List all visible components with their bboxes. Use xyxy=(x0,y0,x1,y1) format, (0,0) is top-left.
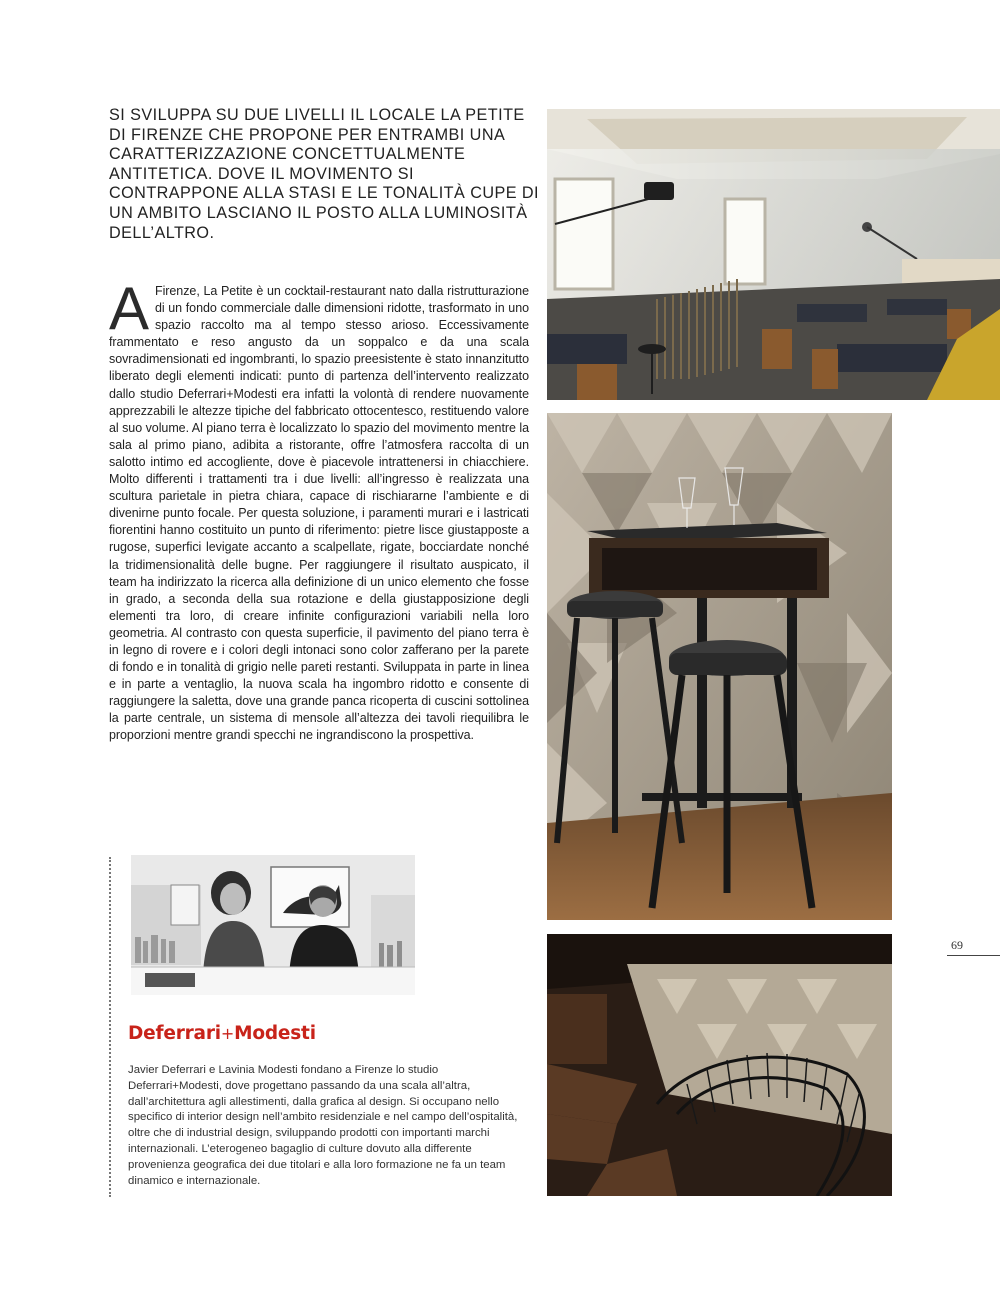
studio-name-part1: Deferrari xyxy=(128,1023,221,1044)
page-number: 69 xyxy=(951,938,963,952)
photo-restaurant-interior xyxy=(547,109,1000,400)
studio-name-plus: + xyxy=(220,1024,235,1043)
sidebar-dotted-rule xyxy=(109,857,111,1197)
photo-bar-table-stone-wall xyxy=(547,413,892,920)
studio-bio-text: Javier Deferrari e Lavinia Modesti fondano a Firenze lo studio Deferrari+Modesti, dove progettano passando da una scala all’altra, dall’architettura agli allestimenti, dalla grafica al design. Si occupano nello specifico di interior design nell’ambito residenziale e nel campo dell’ospitalità, oltre che di industrial design, sviluppando prodotti con importanti marchi internazionali. L’eterogeneo bagaglio di culture dovuto alla differente provenienza geografica dei due titolari e alla loro formazione ne fa un team dinamico e internazionale. xyxy=(128,1064,518,1187)
headline: SI SVILUPPA SU DUE LIVELLI IL LOCALE LA PETITE DI FIRENZE CHE PROPONE PER ENTRAMBI UNA CARATTERIZZAZIONE CONCETTUALMENTE ANTITETICA. DOVE IL MOVIMENTO SI CONTRAPPONE ALLA STASI E LE TONALITÀ CUPE DI UN AMBITO LASCIANO IL POSTO ALLA LUMINOSITÀ DELL’ALTRO. xyxy=(109,106,540,242)
article-body-text: Firenze, La Petite è un cocktail-restaurant nato dalla ristrutturazione di un fondo commerciale dalle dimensioni ridotte, trasformato in uno spazio raccolto ma al tempo stesso arioso. Eccessivamente frammentato e reso angusto da un soppalco e da una scala sovradimensionati ed ingombranti, lo spazio preesistente è stato innanzitutto liberato degli elementi indicati: punto di partenza dell’intervento realizzato dallo studio Deferrari+Modesti era infatti la volontà di rendere nuovamente apprezzabili le altezze tipiche del fabbricato ottocentesco, restituendo valore al suo volume. Al piano terra è localizzato lo spazio del movimento mentre la sala al primo piano, adibita a ristorante, offre l’atmosfera raccolta di un salotto intimo ed accogliente, dove è piacevole intrattenersi in chiacchiere. Molto differenti i trattamenti tra i due livelli: all’ingresso è realizzata una scultura parietale in pietra chiara, capace di rischiararne l’ambiente e di divenirne punto focale. Per questa soluzione, i paramenti murari e i lastricati fiorentini hanno costituito un punto di riferimento: pietre lisce giustapposte a rugose, superfici levigate accanto a scalpellate, rigate, bocciardate nonché la tridimensionalità delle bugne. Per raggiungere il risultato auspicato, il team ha indirizzato la ricerca alla definizione di un unico elemento che fosse in grado, a seconda della sua rotazione e della giustapposizione degli elementi tra loro, di creare infinite configurazioni variabili nella loro geometria. Al contrasto con questa superficie, il pavimento del piano terra è in legno di rovere e i colori degli intonaci sono color zafferano per la parete di fondo e in tonalità di grigio nelle pareti restanti. Sviluppata in parte in linea e in parte a ventaglio, la nuova scala ha ingombro ridotto e consente di raggiungere la saletta, dove una grande panca ricoperta di cuscini sottolinea la parte centrale, un sistema di mensole all’altezza dei tavoli riequilibra le proporzioni mentre grandi specchi ne ingrandiscono la prospettiva. xyxy=(109,284,529,743)
photo-designers-portrait xyxy=(131,855,415,995)
drop-cap: A xyxy=(109,275,149,342)
page-number-rule xyxy=(947,955,1000,956)
studio-name-heading xyxy=(128,1023,316,1044)
studio-name-part2: Modesti xyxy=(234,1023,316,1044)
article-body xyxy=(109,275,529,745)
photo-spiral-staircase xyxy=(547,934,892,1196)
